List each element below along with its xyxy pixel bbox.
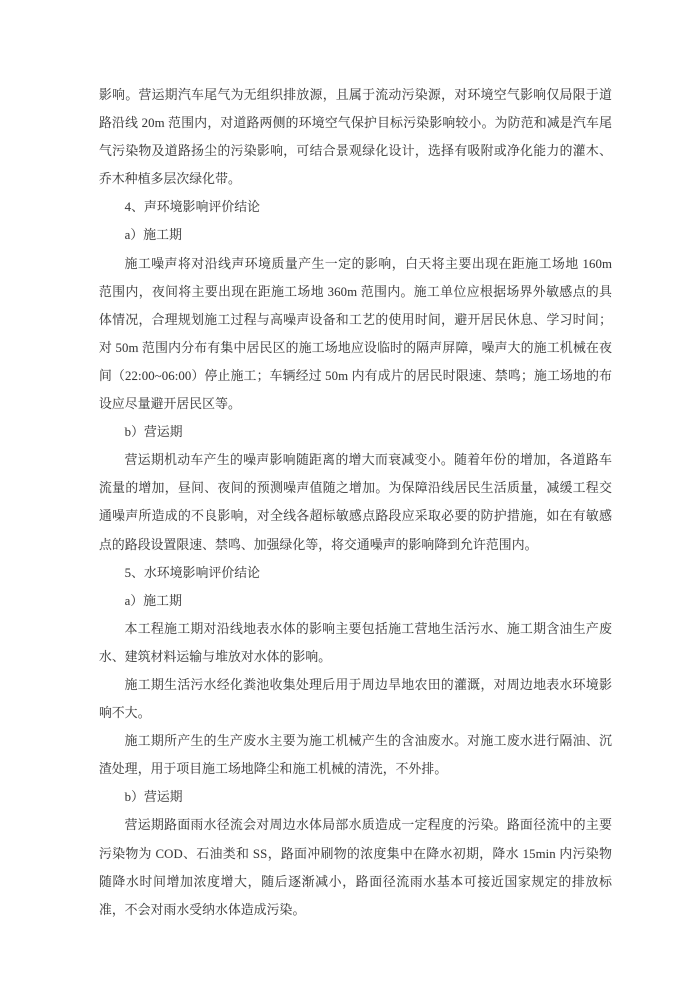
body: 营运期路面雨水径流会对周边水体局部水质造成一定程度的污染。路面径流中的主要污染物为 COD、石油类和 SS，路面冲刷物的浓度集中在降水初期，降水 15min 内污染物随降水时间增加浓度增大，随后逐渐减小，路面径流雨水基本可接近国家规定的排放标准，不会对雨水受纳水体造成污染。 (99, 818, 612, 917)
document-text-block (99, 81, 612, 924)
sub-heading: a）施工期 (124, 593, 182, 608)
body: 营运期机动车产生的噪声影响随距离的增大而衰减变小。随着年份的增加，各道路车流量的增加，昼间、夜间的预测噪声值随之增加。为保障沿线居民生活质量，减缓工程交通噪声所造成的不良影响，对全线各超标敏感点路段应采取必要的防护措施，如在有敏感点的路段设置限速、禁鸣、加强绿化等，将交通噪声的影响降到允许范围内。 (99, 453, 612, 552)
body-continuation: 影响。营运期汽车尾气为无组织排放源，且属于流动污染源，对环境空气影响仅局限于道路沿线 20m 范围内，对道路两侧的环境空气保护目标污染影响较小。为防范和减是汽车尾气污染物及道路扬尘的污染影响，可结合景观绿化设计，选择有吸附或净化能力的灌木、乔木种植多层次绿化带。 (99, 88, 612, 187)
section-heading: 5、水环境影响评价结论 (124, 565, 261, 580)
section-heading: 4、声环境影响评价结论 (124, 200, 261, 215)
sub-heading: b）营运期 (124, 425, 183, 440)
body: 施工期生活污水经化粪池收集处理后用于周边旱地农田的灌溉，对周边地表水环境影响不大。 (99, 677, 612, 721)
body: 本工程施工期对沿线地表水体的影响主要包括施工营地生活污水、施工期含油生产废水、建筑材料运输与堆放对水体的影响。 (99, 621, 612, 664)
body: 施工期所产生的生产废水主要为施工机械产生的含油废水。对施工废水进行隔油、沉渣处理，用于项目施工场地降尘和施工机械的清洗，不外排。 (99, 734, 612, 777)
body: 施工噪声将对沿线声环境质量产生一定的影响，白天将主要出现在距施工场地 160m 范围内，夜间将主要出现在距施工场地 360m 范围内。施工单位应根据场界外敏感点的具体情况，合理规划施工过程与高噪声设备和工艺的使用时间，避开居民休息、学习时间；对 50m 范围内分布有集中居民区的施工场地应设临时的隔声屏障，噪声大的施工机械在夜间（22:00~06:00）停止施工；车辆经过 50m 内有成片的居民时限速、禁鸣；施工场地的布设应尽量避开居民区等。 (99, 256, 612, 412)
sub-heading: a）施工期 (124, 228, 182, 243)
sub-heading: b）营运期 (124, 790, 183, 805)
